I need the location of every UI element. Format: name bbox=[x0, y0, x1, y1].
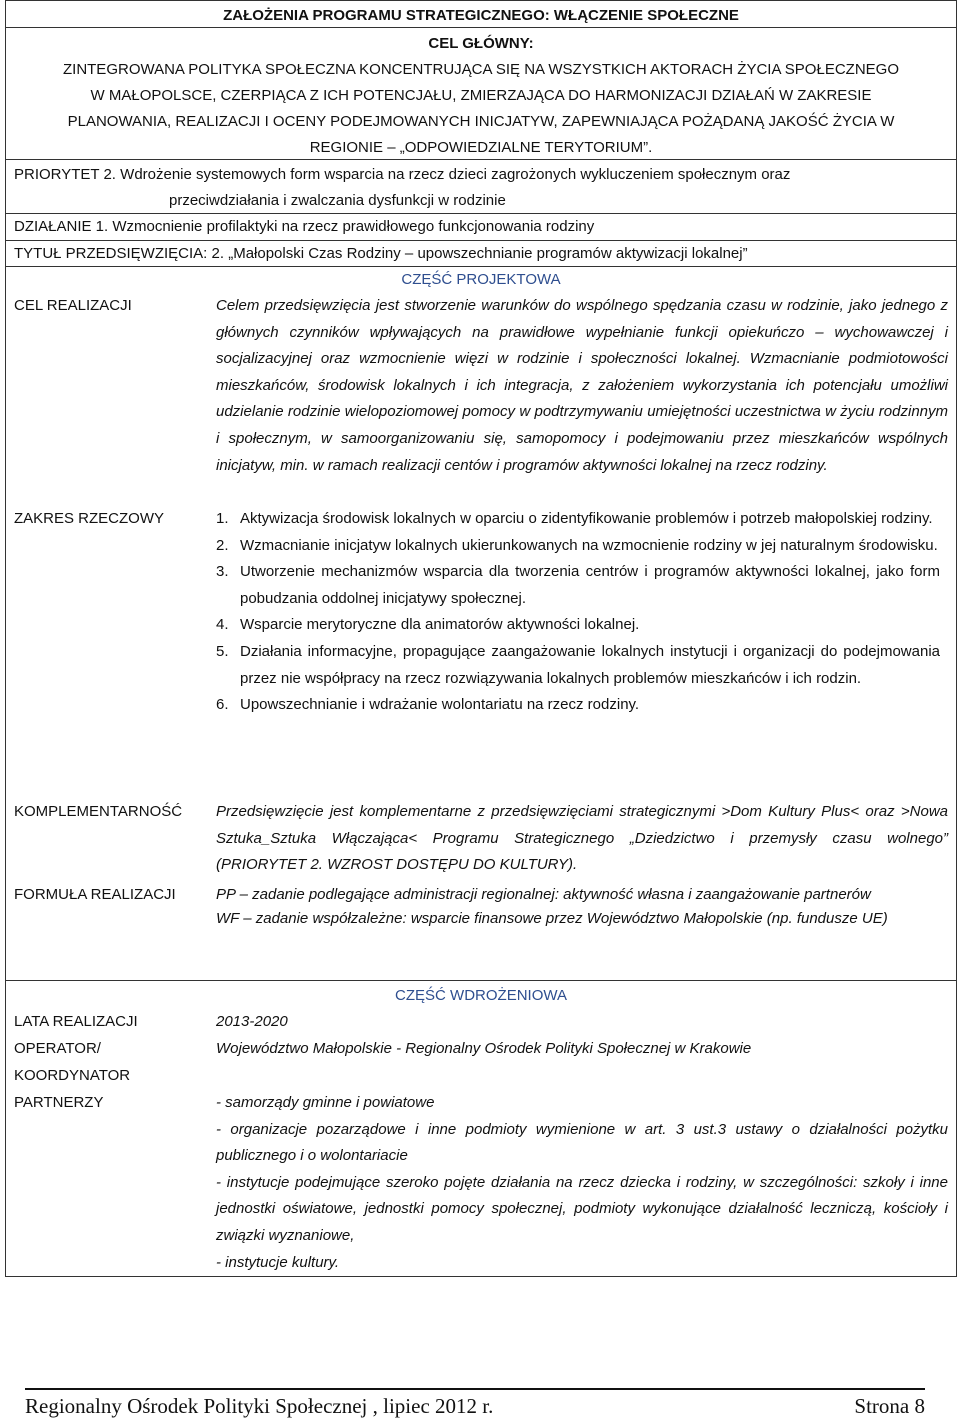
komplementarnosc-text: Przedsięwzięcie jest komplementarne z przedsięwzięciami strategicznymi >Dom Kultury Plus< oraz >Nowa Sztuka_Sztuka Włączająca< Programu Strategicznego „Dziedzictwo i przemysły czasu wolnego” (PRIORYTET 2. WZROST DOSTĘPU DO KULTURY). bbox=[216, 803, 948, 874]
operator-label bbox=[6, 1036, 216, 1090]
cel-text: Celem przedsięwzięcia jest stworzenie warunków do wspólnego spędzania czasu w rodzinie, jako jednego z głównych czynników wpływających na prawidłowe wypełnianie funkcji opiekuńczo – wychowawczej i socjalizacyjnej oraz wzmocnienie więzi w rodzinie i społeczności lokalnej. Wzmacnianie podmiotowości mieszkańców, środowisk lokalnych i ich integracja, z założeniem wykorzystania ich potencjału umożliwi udzielanie rodzinie wielopoziomowej pomocy w podtrzymywaniu umiejętności uczestnictwa w życiu rodzinnym i społecznym, w samoorganizowaniu się, samopomocy i podejmowaniu przez mieszkańców wspólnych inicjatyw, min. w ramach realizacji centów i programów aktywności lokalnej na rzecz rodziny. bbox=[216, 297, 948, 474]
partner-item: - samorządy gminne i powiatowe bbox=[216, 1094, 435, 1111]
partner-item: - organizacje pozarządowe i inne podmioty wymienione w art. 3 ust.3 ustawy o działalności pożytku publicznego i o wolontariacie bbox=[216, 1120, 948, 1165]
partnerzy-values bbox=[216, 1090, 956, 1276]
komplementarnosc-label: KOMPLEMENTARNOŚĆ bbox=[14, 803, 183, 820]
list-item-text: Wzmacnianie inicjatyw lokalnych ukierunkowanych na wzmocnienie rodziny w jej naturalnym środowisku. bbox=[240, 536, 938, 554]
implementation-section bbox=[5, 980, 957, 1277]
list-item-number: 4. bbox=[216, 616, 229, 634]
action-text: Wzmocnienie profilaktyki na rzecz prawidłowego funkcjonowania rodziny bbox=[112, 218, 595, 235]
priority-text: Wdrożenie systemowych form wsparcia na rzecz dzieci zagrożonych wykluczeniem społecznym oraz bbox=[120, 166, 791, 183]
formula-row bbox=[6, 879, 956, 983]
formula-values bbox=[216, 883, 956, 983]
priority-text-cont: przeciwdziałania i zwalczania dysfunkcji w rodzinie bbox=[169, 192, 506, 209]
document-table bbox=[5, 0, 957, 1277]
zakres-values bbox=[216, 506, 956, 799]
zakres-list bbox=[216, 506, 948, 719]
partner-item: - instytucje kultury. bbox=[216, 1253, 340, 1271]
cel-label: CEL REALIZACJI bbox=[14, 297, 132, 314]
formula-pp: PP – zadanie podlegające administracji regionalnej: aktywność własna i zaangażowanie partnerów bbox=[216, 886, 871, 903]
main-goal-line: REGIONIE – „ODPOWIEDZIALNE TERYTORIUM”. bbox=[309, 139, 653, 156]
operator-label-line: OPERATOR/ bbox=[14, 1040, 101, 1057]
lata-value: 2013-2020 bbox=[216, 1013, 288, 1030]
section-header-implementation: CZĘŚĆ WDROŻENIOWA bbox=[395, 987, 567, 1004]
project-title-label: TYTUŁ PRZEDSIĘWZIĘCIA: 2. bbox=[14, 245, 225, 262]
operator-label-line: KOORDYNATOR bbox=[14, 1066, 131, 1084]
list-item-number: 1. bbox=[216, 510, 229, 527]
formula-wf: WF – zadanie współzależne: wsparcie finansowe przez Województwo Małopolskie (np. fundusze UE) bbox=[216, 909, 888, 927]
section-header-project: CZĘŚĆ PROJEKTOWA bbox=[401, 271, 561, 288]
footer-organization: Regionalny Ośrodek Polityki Społecznej , lipiec 2012 r. bbox=[25, 1394, 494, 1418]
main-goal bbox=[5, 28, 957, 160]
zakres-row bbox=[6, 506, 956, 799]
lata-label: LATA REALIZACJI bbox=[14, 1013, 138, 1030]
list-item-text: Wsparcie merytoryczne dla animatorów aktywności lokalnej. bbox=[240, 616, 640, 634]
komplementarnosc-row bbox=[6, 799, 956, 879]
list-item-number: 3. bbox=[216, 563, 229, 581]
cel-row bbox=[6, 293, 956, 506]
list-item-text: Działania informacyjne, propagujące zaangażowanie lokalnych instytucji i organizacji do podejmowania przez nie współpracy na rzecz rozwiązywania lokalnych problemów mieszkańców i ich rodzin. bbox=[240, 642, 940, 687]
main-goal-line: ZINTEGROWANA POLITYKA SPOŁECZNA KONCENTRUJĄCA SIĘ NA WSZYSTKICH AKTORACH ŻYCIA SPOŁECZNEGO bbox=[62, 61, 899, 78]
zakres-label: ZAKRES RZECZOWY bbox=[14, 510, 165, 527]
project-title-row bbox=[5, 241, 957, 267]
project-section bbox=[5, 267, 957, 980]
document-title: ZAŁOŻENIA PROGRAMU STRATEGICZNEGO: WŁĄCZENIE SPOŁECZNE bbox=[5, 0, 957, 28]
list-item-text: Aktywizacja środowisk lokalnych w oparciu o zidentyfikowanie problemów i potrzeb małopolskiej rodziny. bbox=[240, 510, 933, 527]
partnerzy-label: PARTNERZY bbox=[14, 1094, 104, 1111]
page-footer bbox=[25, 1388, 925, 1420]
priority-row bbox=[5, 160, 957, 214]
priority-label: PRIORYTET 2. bbox=[14, 166, 116, 183]
list-item bbox=[216, 639, 940, 692]
project-title-text: „Małopolski Czas Rodziny – upowszechnianie programów aktywizacji lokalnej” bbox=[228, 245, 748, 262]
formula-label: FORMUŁA REALIZACJI bbox=[14, 886, 176, 903]
main-goal-header: CEL GŁÓWNY: bbox=[428, 35, 534, 52]
main-goal-line: PLANOWANIA, REALIZACJI I OCENY PODEJMOWANYCH INICJATYW, ZAPEWNIAJĄCA POŻĄDANĄ JAKOŚĆ ŻYCIA W bbox=[67, 113, 895, 130]
page-number: Strona 8 bbox=[854, 1394, 925, 1418]
list-item-text: Upowszechnianie i wdrażanie wolontariatu na rzecz rodziny. bbox=[240, 696, 640, 714]
list-item-number: 5. bbox=[216, 642, 229, 660]
list-item-number: 2. bbox=[216, 536, 229, 554]
list-item bbox=[216, 559, 940, 612]
list-item bbox=[216, 506, 940, 533]
list-item-text: Utworzenie mechanizmów wsparcia dla tworzenia centrów i programów aktywności lokalnej, jako form pobudzania oddolnej inicjatywy społecznej. bbox=[240, 563, 940, 607]
list-item-number: 6. bbox=[216, 696, 229, 714]
list-item bbox=[216, 612, 940, 639]
action-label: DZIAŁANIE 1. bbox=[14, 218, 109, 235]
partner-item: - instytucje podejmujące szeroko pojęte działania na rzecz dziecka i rodziny, w szczególności: szkoły i inne jednostki oświatowe, jednostki pomocy społecznej, podmioty wykonujące działalność leczniczą, kościoły i związki wyznaniowe, bbox=[216, 1173, 948, 1244]
operator-row bbox=[6, 1036, 956, 1090]
lata-row bbox=[6, 1009, 956, 1036]
partnerzy-row bbox=[6, 1090, 956, 1276]
list-item bbox=[216, 533, 940, 560]
operator-value: Województwo Małopolskie - Regionalny Ośrodek Polityki Społecznej w Krakowie bbox=[216, 1040, 752, 1057]
main-goal-line: W MAŁOPOLSCE, CZERPIĄCA Z ICH POTENCJAŁU, ZMIERZAJĄCA DO HARMONIZACJI DZIAŁAŃ W ZAKRESIE bbox=[90, 87, 872, 104]
list-item bbox=[216, 692, 940, 719]
action-row bbox=[5, 214, 957, 241]
